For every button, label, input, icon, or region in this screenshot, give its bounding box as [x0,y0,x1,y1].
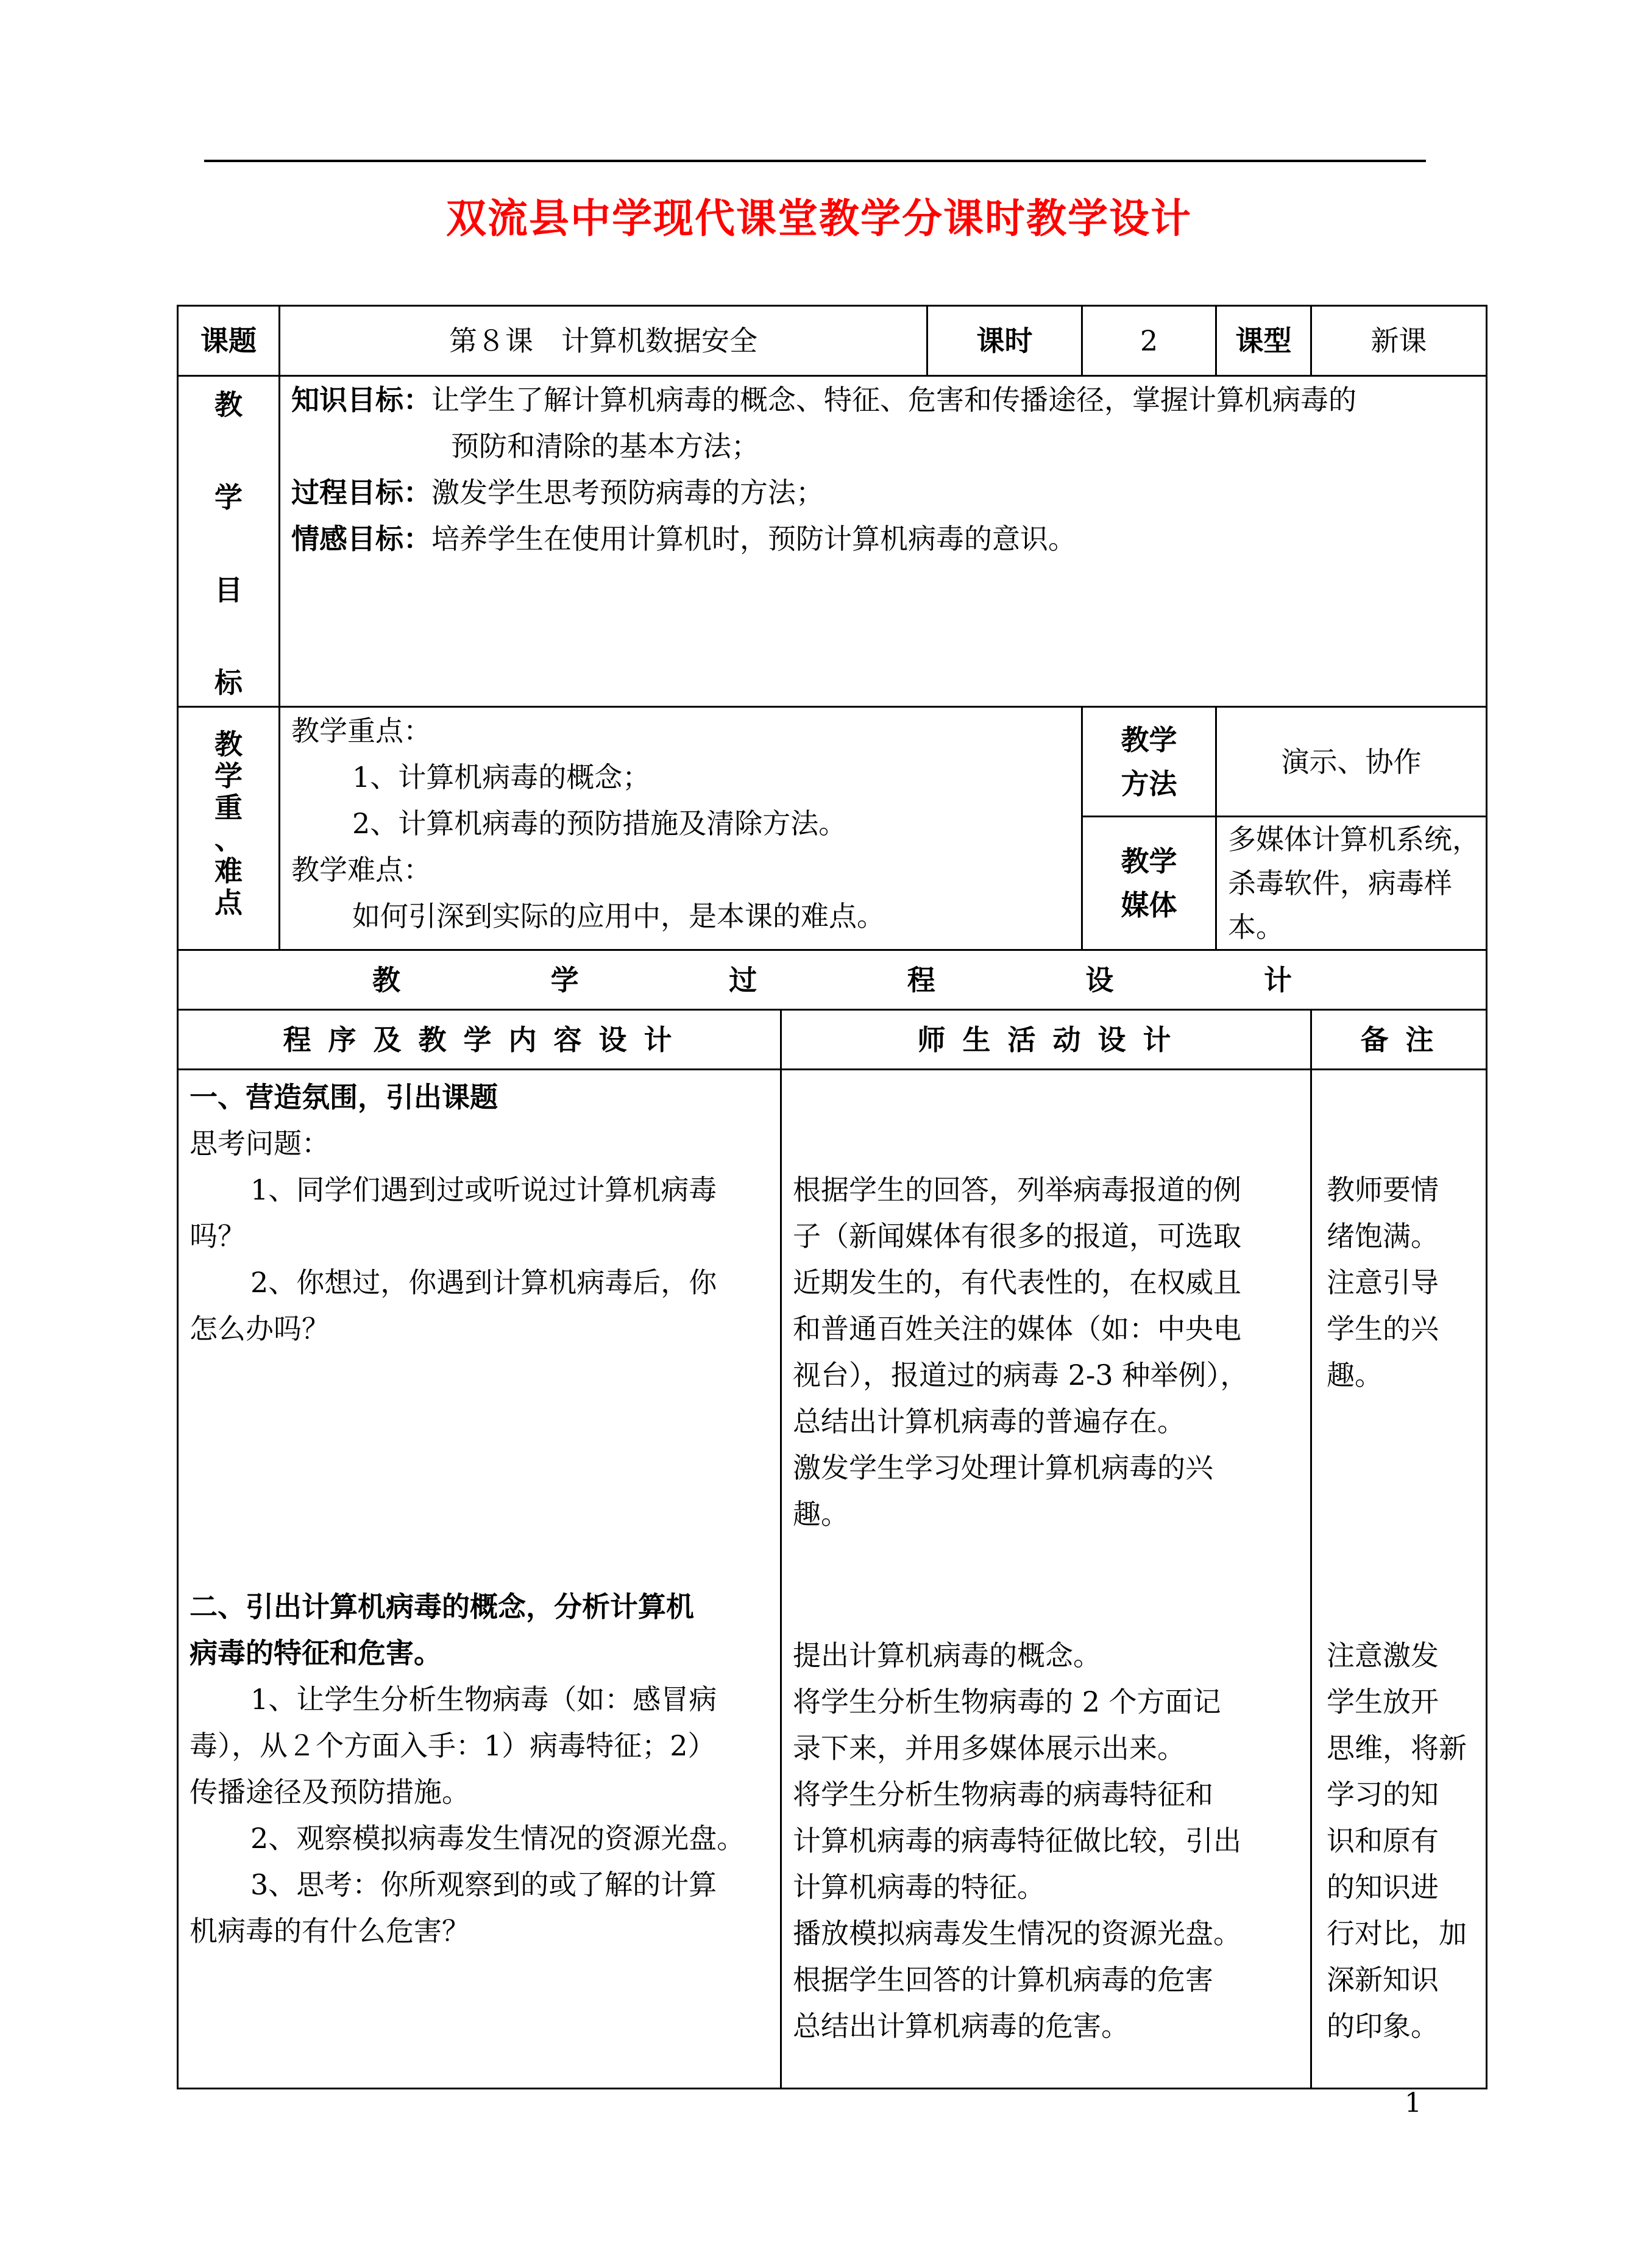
keypoints-row-a [178,707,1487,817]
notes-column: 教师要情 绪饱满。 注意引导 学生的兴 趣。 注意激发 学生放开 思维，将新 学习的知 识和原有 的知识进 行对比，加 深新知识 的印象。 [1311,1070,1487,2089]
period-label: 课时 [927,306,1082,376]
section-2-heading: 二、引出计算机病毒的概念，分析计算机 [190,1590,694,1623]
media-label: 教学 媒体 [1082,817,1216,950]
top-rule [204,160,1426,162]
lesson-plan-table [177,305,1487,2089]
process-header-row [178,1010,1487,1070]
content-column: 一、营造氛围，引出课题 思考问题： 1、同学们遇到过或听说过计算机病毒 吗？ 2、你想过，你遇到计算机病毒后，你 怎么办吗？ 二、引出计算机病毒的概念，分析计算机 病毒的特征和危害。 1、让学生分析生物病毒（如：感冒病 毒），从２个方面入手：1）病毒特征；2） 传播途径及预防措施。 2、观察模拟病毒发生情况的资源光盘。 3、思考：你所观察到的或了解的计算 机病毒的有什么危害？ [178,1070,781,2089]
process-title: 教 学 过 程 设 计 [178,950,1487,1010]
col-activity-header: 师 生 活 动 设 计 [781,1010,1311,1070]
document-title: 双流县中学现代课堂教学分课时教学设计 [446,195,1192,242]
col-notes-header: 备 注 [1311,1010,1487,1070]
process-body-row [178,1070,1487,2089]
media-value: 多媒体计算机系统， 杀毒软件，病毒样本。 [1216,817,1487,950]
method-label: 教学 方法 [1082,707,1216,817]
process-goal: 过程目标：激发学生思考预防病毒的方法； [291,476,824,509]
keypoints-label: 教 学 重 、 难 点 [178,707,280,950]
topic-value: 第８课 计算机数据安全 [280,306,927,376]
topic-label: 课题 [178,306,280,376]
section-1-heading: 一、营造氛围，引出课题 [190,1081,498,1114]
period-value: 2 [1082,306,1216,376]
goals-content [280,376,1487,707]
activity-column: 根据学生的回答，列举病毒报道的例 子（新闻媒体有很多的报道，可选取 近期发生的，有代表性的，在权威且 和普通百姓关注的媒体（如：中央电 视台），报道过的病毒 2-3 种举例）， 总结出计算机病毒的普遍存在。 激发学生学习处理计算机病毒的兴 趣。 提出计算机病毒的概念。 将学生分析生物病毒的 2 个方面记 录下来，并用多媒体展示出来。 将学生分析生物病毒的病毒特征和 计算机病毒的病毒特征做比较，引出 计算机病毒的特征。 播放模拟病毒发生情况的资源光盘。 根据学生回答的计算机病毒的危害 总结出计算机病毒的危害。 [781,1070,1311,2089]
goals-row [178,376,1487,707]
goals-label: 教 学 目 标 [178,376,280,707]
process-title-row [178,950,1487,1010]
knowledge-goal-cont: 预防和清除的基本方法； [451,430,759,463]
header-row [178,306,1487,376]
emotion-goal: 情感目标：培养学生在使用计算机时，预防计算机病毒的意识。 [291,522,1076,555]
type-label: 课型 [1216,306,1311,376]
page-number: 1 [1405,2088,1422,2119]
col-content-header: 程 序 及 教 学 内 容 设 计 [178,1010,781,1070]
keypoints-content: 教学重点： 1、计算机病毒的概念； 2、计算机病毒的预防措施及清除方法。 教学难点： 如何引深到实际的应用中，是本课的难点。 [280,707,1082,950]
method-value: 演示、协作 [1216,707,1487,817]
type-value: 新课 [1311,306,1487,376]
knowledge-goal: 知识目标：让学生了解计算机病毒的概念、特征、危害和传播途径，掌握计算机病毒的 [291,383,1356,416]
